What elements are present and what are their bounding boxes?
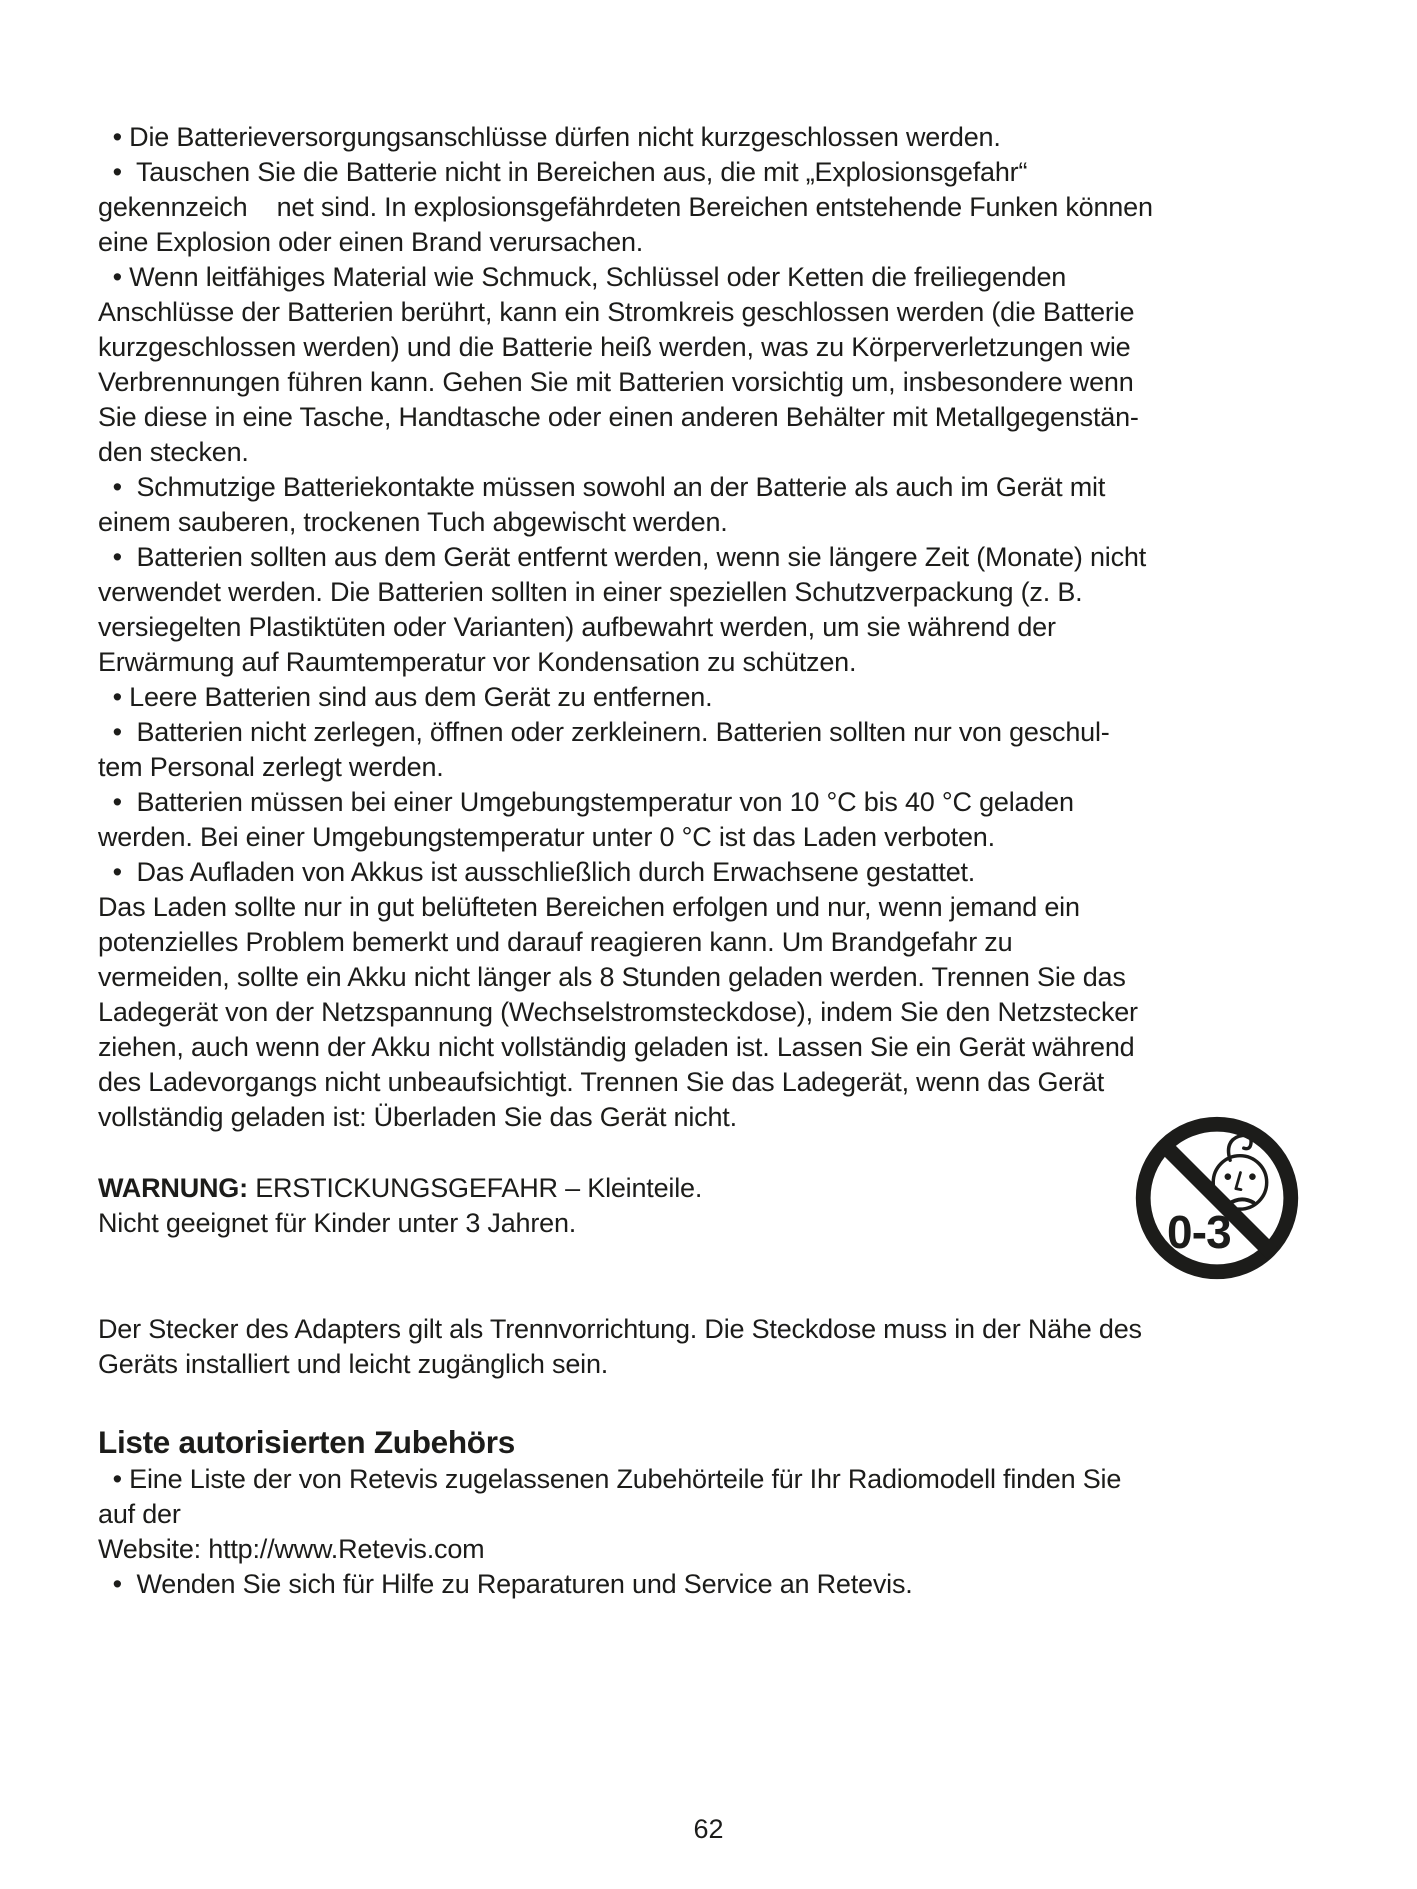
text-line: versiegelten Plastiktüten oder Varianten) aufbewahrt werden, um sie während der xyxy=(98,612,1056,642)
text-line: Sie diese in eine Tasche, Handtasche oder einen anderen Behälter mit Metallgegenstän- xyxy=(98,402,1139,432)
text-line: Anschlüsse der Batterien berührt, kann ein Stromkreis geschlossen werden (die Batterie xyxy=(98,297,1135,327)
text-line: einem sauberen, trockenen Tuch abgewischt werden. xyxy=(98,507,728,537)
age-range-label: 0-3 xyxy=(1167,1206,1231,1259)
text-line: werden. Bei einer Umgebungstemperatur unter 0 °C ist das Laden verboten. xyxy=(98,822,995,852)
text-line: auf der xyxy=(98,1499,181,1529)
text-line: • Batterien müssen bei einer Umgebungstemperatur von 10 °C bis 40 °C geladen xyxy=(98,787,1074,817)
text-line: vollständig geladen ist: Überladen Sie das Gerät nicht. xyxy=(98,1102,737,1132)
text-line: Verbrennungen führen kann. Gehen Sie mit Batterien vorsichtig um, insbesondere wenn xyxy=(98,367,1134,397)
text-line: Das Laden sollte nur in gut belüfteten Bereichen erfolgen und nur, wenn jemand ein xyxy=(98,892,1080,922)
text-line: Ladegerät von der Netzspannung (Wechselstromsteckdose), indem Sie den Netzstecker xyxy=(98,997,1138,1027)
text-line: gekennzeich net sind. In explosionsgefährdeten Bereichen entstehende Funken können xyxy=(98,192,1153,222)
adapter-disconnect-note xyxy=(98,1312,1142,1382)
text-line: vermeiden, sollte ein Akku nicht länger als 8 Stunden geladen werden. Trennen Sie das xyxy=(98,962,1126,992)
battery-safety-instructions xyxy=(98,120,1153,1135)
page-number: 62 xyxy=(693,1814,724,1844)
text-line: • Die Batterieversorgungsanschlüsse dürfen nicht kurzgeschlossen werden. xyxy=(98,122,1001,152)
text-line: ziehen, auch wenn der Akku nicht vollständig geladen ist. Lassen Sie ein Gerät während xyxy=(98,1032,1135,1062)
accessories-info xyxy=(98,1462,1121,1602)
text-line: Website: http://www.Retevis.com xyxy=(98,1534,485,1564)
text-line: • Tauschen Sie die Batterie nicht in Bereichen aus, die mit „Explosionsgefahr“ xyxy=(98,157,1028,187)
text-line: tem Personal zerlegt werden. xyxy=(98,752,444,782)
warning-text: ERSTICKUNGSGEFAHR – Kleinteile. xyxy=(247,1173,703,1203)
text-line: den stecken. xyxy=(98,437,249,467)
text-line: • Leere Batterien sind aus dem Gerät zu entfernen. xyxy=(98,682,713,712)
text-line: • Schmutzige Batteriekontakte müssen sowohl an der Batterie als auch im Gerät mit xyxy=(98,472,1106,502)
text-line: • Batterien sollten aus dem Gerät entfernt werden, wenn sie längere Zeit (Monate) nicht xyxy=(98,542,1146,572)
text-line: eine Explosion oder einen Brand verursachen. xyxy=(98,227,644,257)
accessories-section-heading: Liste autorisierten Zubehörs xyxy=(98,1424,515,1460)
warning-line-1 xyxy=(98,1171,702,1206)
text-line: Der Stecker des Adapters gilt als Trennvorrichtung. Die Steckdose muss in der Nähe des xyxy=(98,1314,1142,1344)
text-line: Erwärmung auf Raumtemperatur vor Kondensation zu schützen. xyxy=(98,647,857,677)
text-line: potenzielles Problem bemerkt und darauf reagieren kann. Um Brandgefahr zu xyxy=(98,927,1013,957)
text-line: verwendet werden. Die Batterien sollten in einer speziellen Schutzverpackung (z. B. xyxy=(98,577,1083,607)
text-line: • Wenden Sie sich für Hilfe zu Reparaturen und Service an Retevis. xyxy=(98,1569,913,1599)
text-line: • Batterien nicht zerlegen, öffnen oder zerkleinern. Batterien sollten nur von geschul- xyxy=(98,717,1110,747)
text-line: • Eine Liste der von Retevis zugelassenen Zubehörteile für Ihr Radiomodell finden Sie xyxy=(98,1464,1122,1494)
text-line: Geräts installiert und leicht zugänglich sein. xyxy=(98,1349,609,1379)
age-0-3-prohibition-icon xyxy=(1135,1116,1299,1280)
warning-label: WARNUNG: xyxy=(98,1173,248,1203)
text-line: kurzgeschlossen werden) und die Batterie heiß werden, was zu Körperverletzungen wie xyxy=(98,332,1131,362)
text-line: des Ladevorgangs nicht unbeaufsichtigt. Trennen Sie das Ladegerät, wenn das Gerät xyxy=(98,1067,1104,1097)
text-line: • Das Aufladen von Akkus ist ausschließlich durch Erwachsene gestattet. xyxy=(98,857,976,887)
warning-line-2: Nicht geeignet für Kinder unter 3 Jahren. xyxy=(98,1208,577,1238)
text-line: • Wenn leitfähiges Material wie Schmuck, Schlüssel oder Ketten die freiliegenden xyxy=(98,262,1067,292)
choking-hazard-warning xyxy=(98,1171,702,1241)
